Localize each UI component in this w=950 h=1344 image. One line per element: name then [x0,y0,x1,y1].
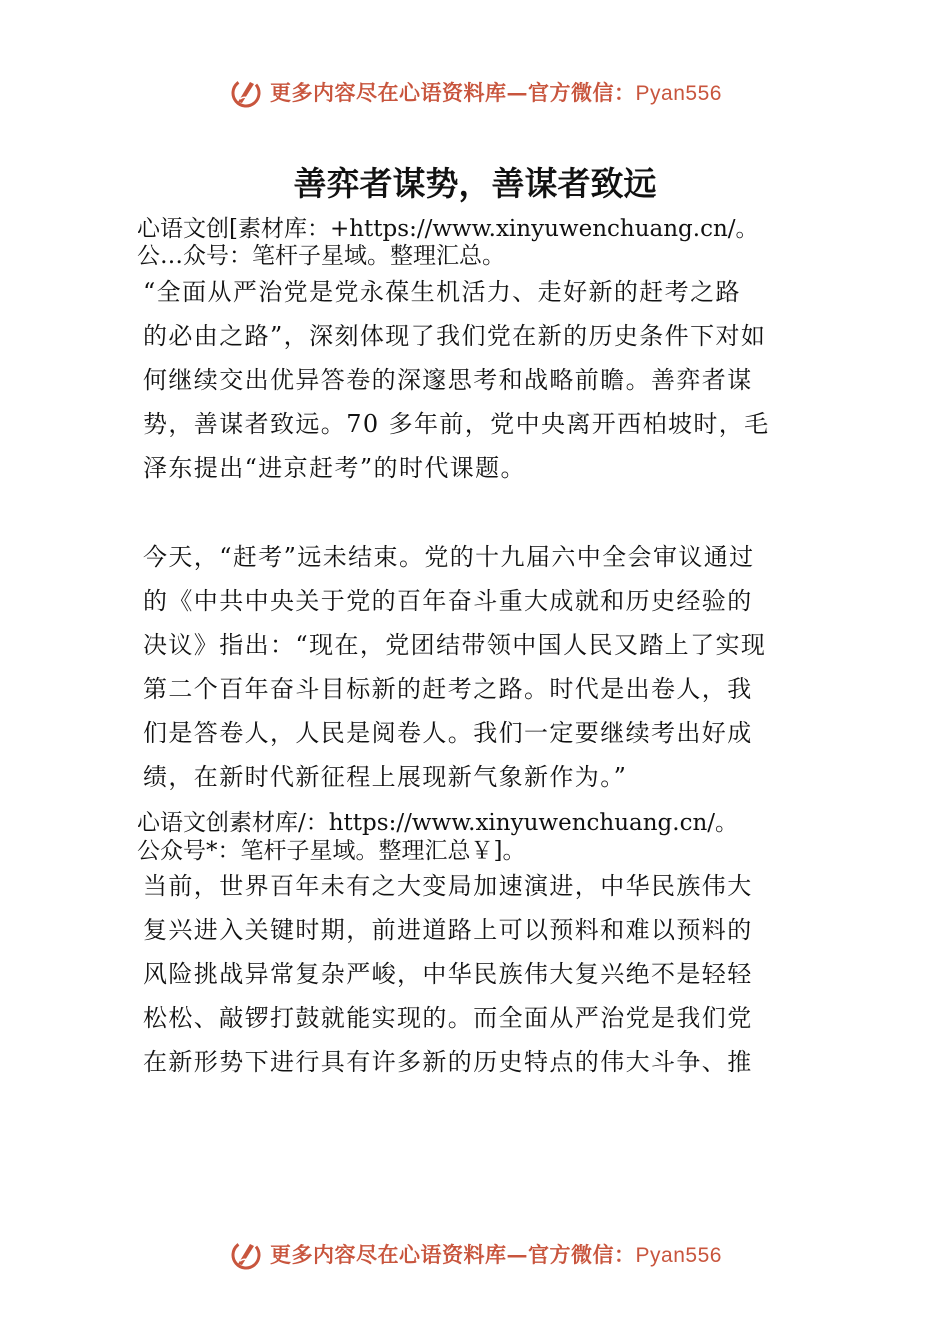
brush-circle-logo-icon [228,1236,264,1272]
body-paragraph [143,864,815,1084]
paragraph-line: 风险挑战异常复杂严峻，中华民族伟大复兴绝不是轻轻 [143,960,753,988]
paragraph-line: 势，善谋者致远。70 多年前，党中央离开西柏坡时，毛 [143,410,770,438]
watermark-text [270,77,722,107]
watermark-wechat-id: Pyan556 [635,1244,722,1267]
paragraph-line: 决议》指出：“现在，党团结带领中国人民又踏上了实现 [143,631,767,659]
source-note-line: 公众号*：笔杆子星域。整理汇总￥]。 [137,838,526,864]
watermark-main-text: 更多内容尽在心语资料库—官方微信： [270,80,636,105]
source-note-line: 心语文创[素材库：+https://www.xinyuwenchuang.cn/。 [137,216,759,242]
paragraph-line: 的必由之路”，深刻体现了我们党在新的历史条件下对如 [143,322,767,350]
paragraph-line: 们是答卷人，人民是阅卷人。我们一定要继续考出好成 [143,719,753,747]
paragraph-line: 复兴进入关键时期，前进道路上可以预料和难以预料的 [143,916,753,944]
paragraph-line: 何继续交出优异答卷的深邃思考和战略前瞻。善弈者谋 [143,366,753,394]
paragraph-line: 第二个百年奋斗目标新的赶考之路。时代是出卷人，我 [143,675,753,703]
brush-circle-logo-icon [228,74,264,110]
watermark-wechat-id: Pyan556 [635,82,722,105]
source-note-line: 心语文创素材库/：https://www.xinyuwenchuang.cn/。 [137,810,739,836]
paragraph-line: 绩，在新时代新征程上展现新气象新作为。” [143,763,628,791]
source-note-line: 公…众号：笔杆子星域。整理汇总。 [137,243,505,269]
paragraph-line: 在新形势下进行具有许多新的历史特点的伟大斗争、推 [143,1048,753,1076]
paragraph-line: 泽东提出“进京赶考”的时代课题。 [143,454,526,482]
body-paragraph [143,270,815,490]
body-paragraph [143,535,815,799]
footer-watermark [0,1232,950,1276]
paragraph-line: 松松、敲锣打鼓就能实现的。而全面从严治党是我们党 [143,1004,753,1032]
watermark-text [270,1239,722,1269]
page-title: 善弈者谋势，善谋者致远 [293,164,657,203]
header-watermark [0,70,950,114]
watermark-main-text: 更多内容尽在心语资料库—官方微信： [270,1242,636,1267]
paragraph-line: 的《中共中央关于党的百年奋斗重大成就和历史经验的 [143,587,753,615]
paragraph-line: “全面从严治党是党永葆生机活力、走好新的赶考之路 [143,278,741,306]
paragraph-line: 今天，“赶考”远未结束。党的十九届六中全会审议通过 [143,543,755,571]
paragraph-line: 当前，世界百年未有之大变局加速演进，中华民族伟大 [143,872,753,900]
